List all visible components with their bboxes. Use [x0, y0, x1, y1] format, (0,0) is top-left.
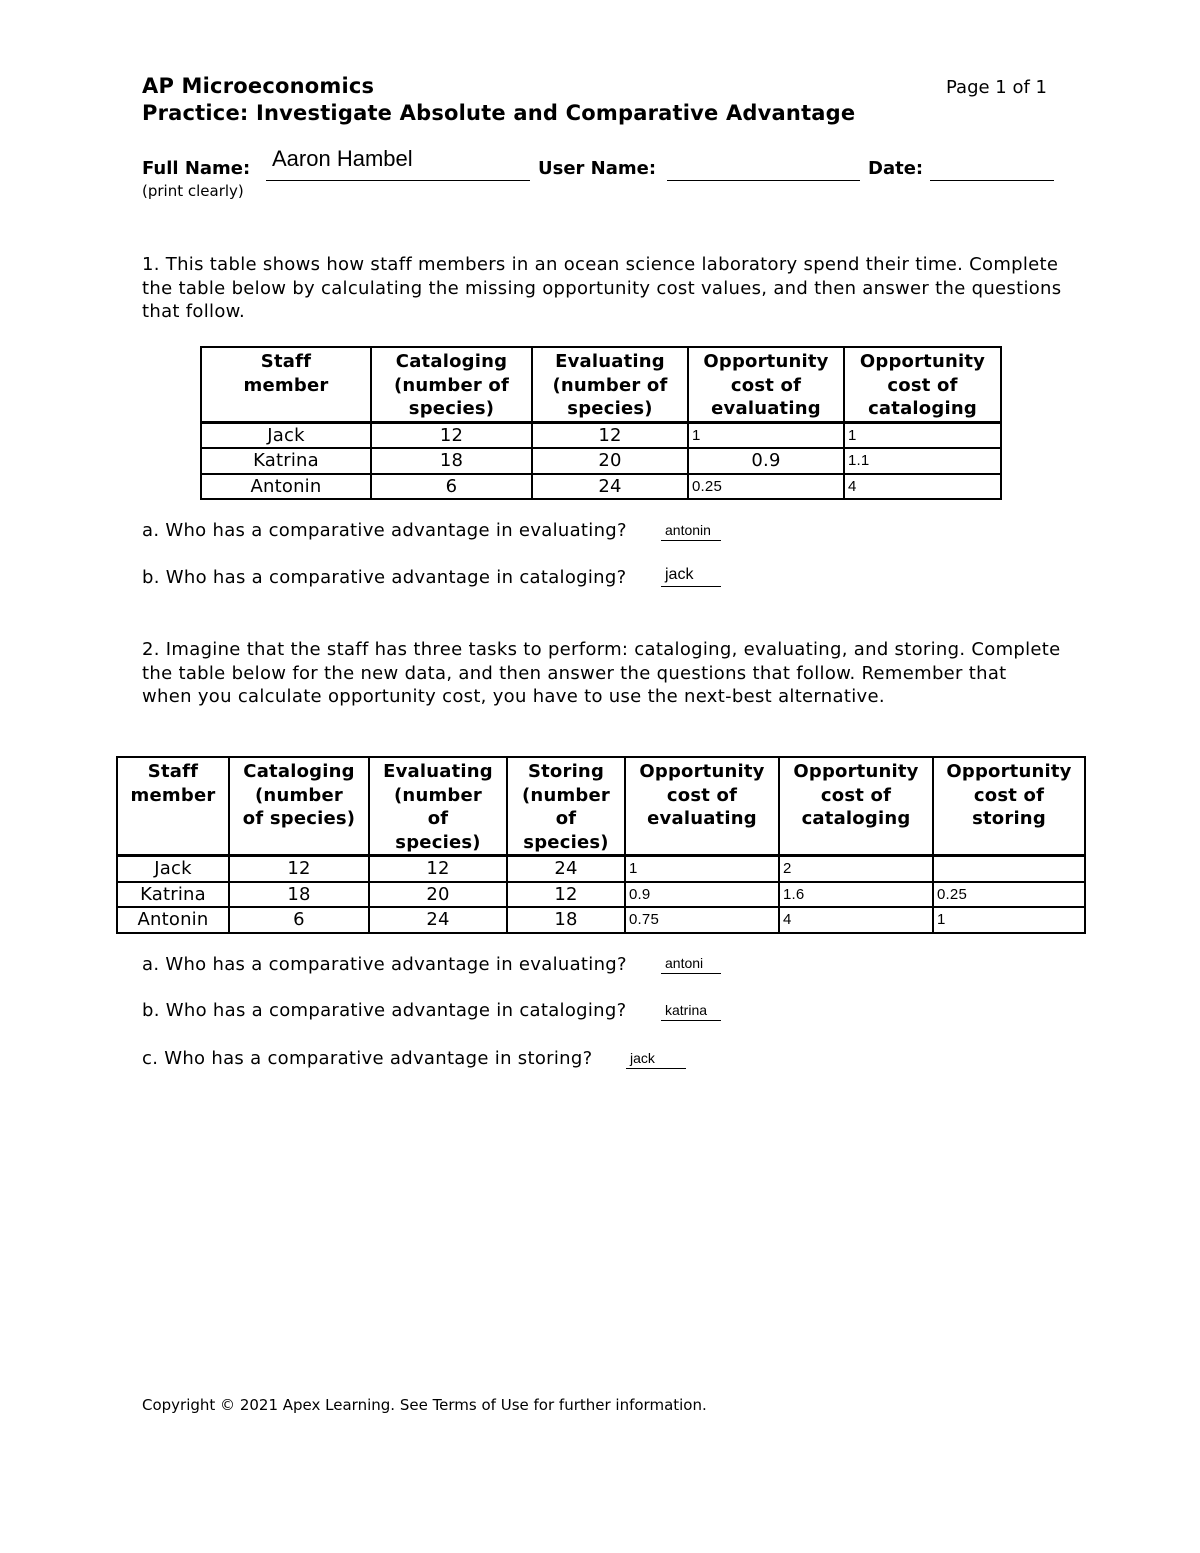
q2-answer-c-field[interactable]: [626, 1046, 686, 1069]
print-clearly-note: (print clearly): [142, 182, 244, 200]
q2-header-evaluating: Evaluating (number of species): [369, 757, 507, 856]
q1-header-evaluating: Evaluating (number of species): [532, 347, 688, 422]
q2-answer-cell[interactable]: 0.9: [625, 882, 779, 908]
full-name-label: Full Name:: [142, 158, 251, 179]
q2-cell: 24: [507, 856, 625, 882]
q1-cell: 12: [371, 422, 532, 448]
q2-cell: 6: [229, 907, 369, 933]
page-number: Page 1 of 1: [946, 77, 1047, 98]
q1-cell: 6: [371, 474, 532, 500]
q2-answer-b: katrina: [665, 1002, 708, 1018]
q2-question-c: c. Who has a comparative advantage in storing?: [142, 1048, 593, 1069]
q2-intro: 2. Imagine that the staff has three tasks to perform: cataloging, evaluating, and storing. Complete the table below for the new data, and then answer the questions that follow. Remember that when you calculate opportunity cost, you have to use the next-best alternative.: [142, 639, 1061, 707]
q1-question-b: b. Who has a comparative advantage in cataloging?: [142, 567, 627, 588]
q2-answer-a: antoni: [665, 955, 704, 971]
q2-answer-b-field[interactable]: [661, 998, 721, 1021]
q2-table: [116, 756, 1086, 934]
q2-cell: 24: [369, 907, 507, 933]
q2-answer-cell[interactable]: 0.25: [933, 882, 1085, 908]
q2-header-staff: Staff member: [117, 757, 229, 856]
q1-header-staff: Staff member: [201, 347, 371, 422]
q2-answer-c: jack: [630, 1050, 655, 1066]
q2-question-a: a. Who has a comparative advantage in evaluating?: [142, 954, 627, 975]
course-title: AP Microeconomics: [142, 74, 375, 98]
q1-answer-a: antonin: [665, 522, 711, 538]
q2-cell: 20: [369, 882, 507, 908]
q1-header-oc-cataloging: Opportunity cost of cataloging: [844, 347, 1001, 422]
q2-header-oc-evaluating: Opportunity cost of evaluating: [625, 757, 779, 856]
date-field[interactable]: [930, 158, 1054, 181]
q1-answer-cell[interactable]: 1.1: [844, 448, 1001, 474]
q2-header-oc-cataloging: Opportunity cost of cataloging: [779, 757, 933, 856]
table-row: [201, 448, 1001, 474]
q1-answer-cell[interactable]: 1: [844, 422, 1001, 448]
q1-table: [200, 346, 1002, 500]
table-row: [117, 907, 1085, 933]
table-row: [201, 474, 1001, 500]
q1-answer-cell[interactable]: 0.25: [688, 474, 844, 500]
q1-answer-b: jack: [665, 566, 694, 583]
q1-header-row: [201, 347, 1001, 422]
q1-cell: Jack: [201, 422, 371, 448]
table-row: [201, 422, 1001, 448]
q2-cell: 12: [369, 856, 507, 882]
q1-intro: 1. This table shows how staff members in an ocean science laboratory spend their time. Complete the table below by calculating the missing opportunity cost values, and then answer the questions that follow.: [142, 254, 1062, 322]
q1-cell: 20: [532, 448, 688, 474]
worksheet-title: Practice: Investigate Absolute and Comparative Advantage: [142, 101, 856, 125]
q1-cell: 0.9: [688, 448, 844, 474]
user-name-field[interactable]: [667, 158, 860, 181]
copyright-notice: Copyright © 2021 Apex Learning. See Terms of Use for further information.: [142, 1396, 707, 1414]
q1-cell: Katrina: [201, 448, 371, 474]
user-name-label: User Name:: [538, 158, 657, 179]
q2-header-oc-storing: Opportunity cost of storing: [933, 757, 1085, 856]
q2-answer-cell[interactable]: 0.75: [625, 907, 779, 933]
table-row: [117, 856, 1085, 882]
q2-cell: Katrina: [117, 882, 229, 908]
q2-cell: 18: [507, 907, 625, 933]
q2-header-cataloging: Cataloging (number of species): [229, 757, 369, 856]
q2-answer-cell[interactable]: 2: [779, 856, 933, 882]
q1-cell: 24: [532, 474, 688, 500]
q2-cell: 12: [507, 882, 625, 908]
q1-cell: Antonin: [201, 474, 371, 500]
q1-cell: 12: [532, 422, 688, 448]
q2-answer-a-field[interactable]: [661, 951, 721, 974]
q1-question-a: a. Who has a comparative advantage in evaluating?: [142, 520, 627, 541]
q2-answer-cell[interactable]: 1: [933, 907, 1085, 933]
q1-cell: 18: [371, 448, 532, 474]
q2-answer-cell[interactable]: [933, 856, 1085, 882]
table-row: [117, 882, 1085, 908]
q1-header-oc-evaluating: Opportunity cost of evaluating: [688, 347, 844, 422]
q2-cell: Antonin: [117, 907, 229, 933]
q2-cell: 18: [229, 882, 369, 908]
q1-header-cataloging: Cataloging (number of species): [371, 347, 532, 422]
q2-header-storing: Storing (number of species): [507, 757, 625, 856]
q1-answer-a-field[interactable]: [661, 518, 721, 541]
date-label: Date:: [868, 158, 924, 179]
q2-cell: 12: [229, 856, 369, 882]
q2-cell: Jack: [117, 856, 229, 882]
q2-answer-cell[interactable]: 1.6: [779, 882, 933, 908]
q2-header-row: [117, 757, 1085, 856]
q2-question-b: b. Who has a comparative advantage in cataloging?: [142, 1000, 627, 1021]
q1-answer-cell[interactable]: 4: [844, 474, 1001, 500]
q2-answer-cell[interactable]: 4: [779, 907, 933, 933]
full-name-value: Aaron Hambel: [272, 146, 413, 171]
q1-answer-b-field[interactable]: [661, 564, 721, 587]
q2-answer-cell[interactable]: 1: [625, 856, 779, 882]
q1-answer-cell[interactable]: 1: [688, 422, 844, 448]
